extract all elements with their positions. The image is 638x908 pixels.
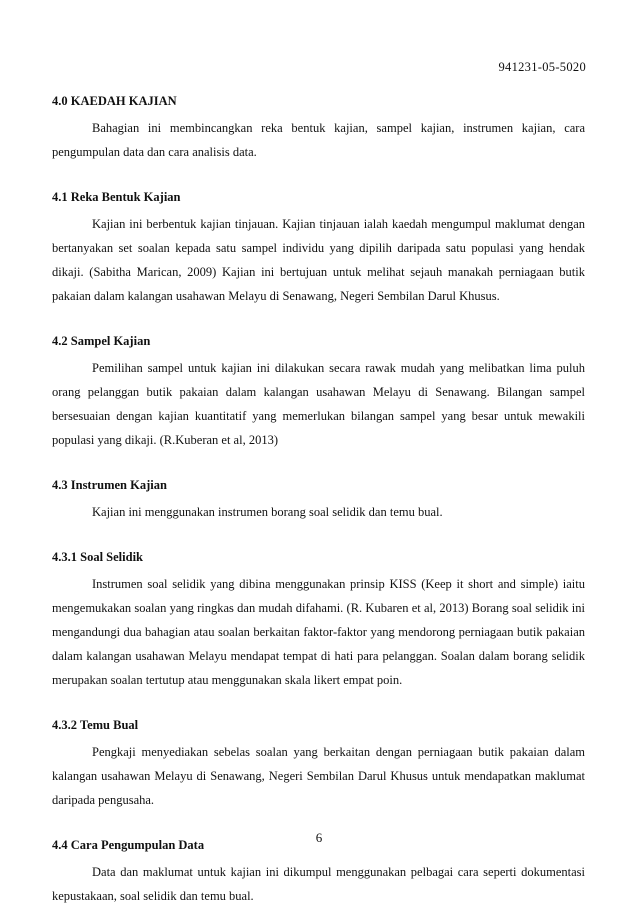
document-body bbox=[52, 92, 585, 908]
spacer bbox=[52, 452, 585, 476]
section-paragraph: Pengkaji menyediakan sebelas soalan yang berkaitan dengan perniagaan butik pakaian dalam kalangan usahawan Melayu di Senawang, Negeri Sembilan Darul Khusus untuk mendapatkan maklumat daripada pengusaha. bbox=[52, 745, 585, 807]
section-paragraph: Kajian ini berbentuk kajian tinjauan. Kajian tinjauan ialah kaedah mengumpul maklumat dengan bertanyakan set soalan kepada satu sampel individu yang dipilih daripada satu populasi yang hendak dikaji. (Sabitha Marican, 2009) Kajian ini bertujuan untuk melihat sejauh manakah perniagaan butik pakaian dalam kalangan usahawan Melayu di Senawang, Negeri Sembilan Darul Khusus. bbox=[52, 217, 585, 303]
section-4-3 bbox=[52, 476, 585, 524]
section-4-4 bbox=[52, 836, 585, 908]
section-paragraph: Instrumen soal selidik yang dibina menggunakan prinsip KISS (Keep it short and simple) iaitu mengemukakan soalan yang ringkas dan mudah difahami. (R. Kubaren et al, 2013) Borang soal selidik ini mengandungi dua bahagian atau soalan berkaitan faktor-faktor yang mendorong perniagaan butik pakaian dalam kalangan usahawan Melayu mendapat tempat di hati para pelanggan. Soalan dalam borang selidik merupakan soalan tertutup atau menggunakan skala likert empat poin. bbox=[52, 577, 585, 687]
spacer bbox=[52, 692, 585, 716]
section-4-1 bbox=[52, 188, 585, 308]
section-4-2 bbox=[52, 332, 585, 452]
document-code: 941231-05-5020 bbox=[498, 60, 586, 74]
section-heading: 4.2 Sampel Kajian bbox=[52, 334, 151, 348]
section-heading: 4.0 KAEDAH KAJIAN bbox=[52, 94, 177, 108]
section-paragraph: Kajian ini menggunakan instrumen borang soal selidik dan temu bual. bbox=[92, 505, 443, 519]
section-4-3-1 bbox=[52, 548, 585, 692]
section-paragraph: Bahagian ini membincangkan reka bentuk kajian, sampel kajian, instrumen kajian, cara pengumpulan data dan cara analisis data. bbox=[52, 121, 585, 159]
section-paragraph: Pemilihan sampel untuk kajian ini dilakukan secara rawak mudah yang melibatkan lima puluh orang pelanggan butik pakaian dalam kalangan usahawan Melayu di Senawang. Bilangan sampel bersesuaian dengan kajian kuantitatif yang memerlukan bilangan sampel yang besar untuk mewakili populasi yang dikaji. (R.Kuberan et al, 2013) bbox=[52, 361, 585, 447]
page-number: 6 bbox=[315, 830, 323, 845]
section-paragraph: Data dan maklumat untuk kajian ini dikumpul menggunakan pelbagai cara seperti dokumentasi kepustakaan, soal selidik dan temu bual. bbox=[52, 865, 585, 903]
section-heading: 4.3 Instrumen Kajian bbox=[52, 478, 167, 492]
section-4-3-2 bbox=[52, 716, 585, 812]
spacer bbox=[52, 164, 585, 188]
section-4-0 bbox=[52, 92, 585, 164]
spacer bbox=[52, 524, 585, 548]
section-heading: 4.4 Cara Pengumpulan Data bbox=[52, 838, 205, 852]
section-heading: 4.3.1 Soal Selidik bbox=[52, 550, 143, 564]
section-heading: 4.3.2 Temu Bual bbox=[52, 718, 139, 732]
section-heading: 4.1 Reka Bentuk Kajian bbox=[52, 190, 181, 204]
spacer bbox=[52, 308, 585, 332]
